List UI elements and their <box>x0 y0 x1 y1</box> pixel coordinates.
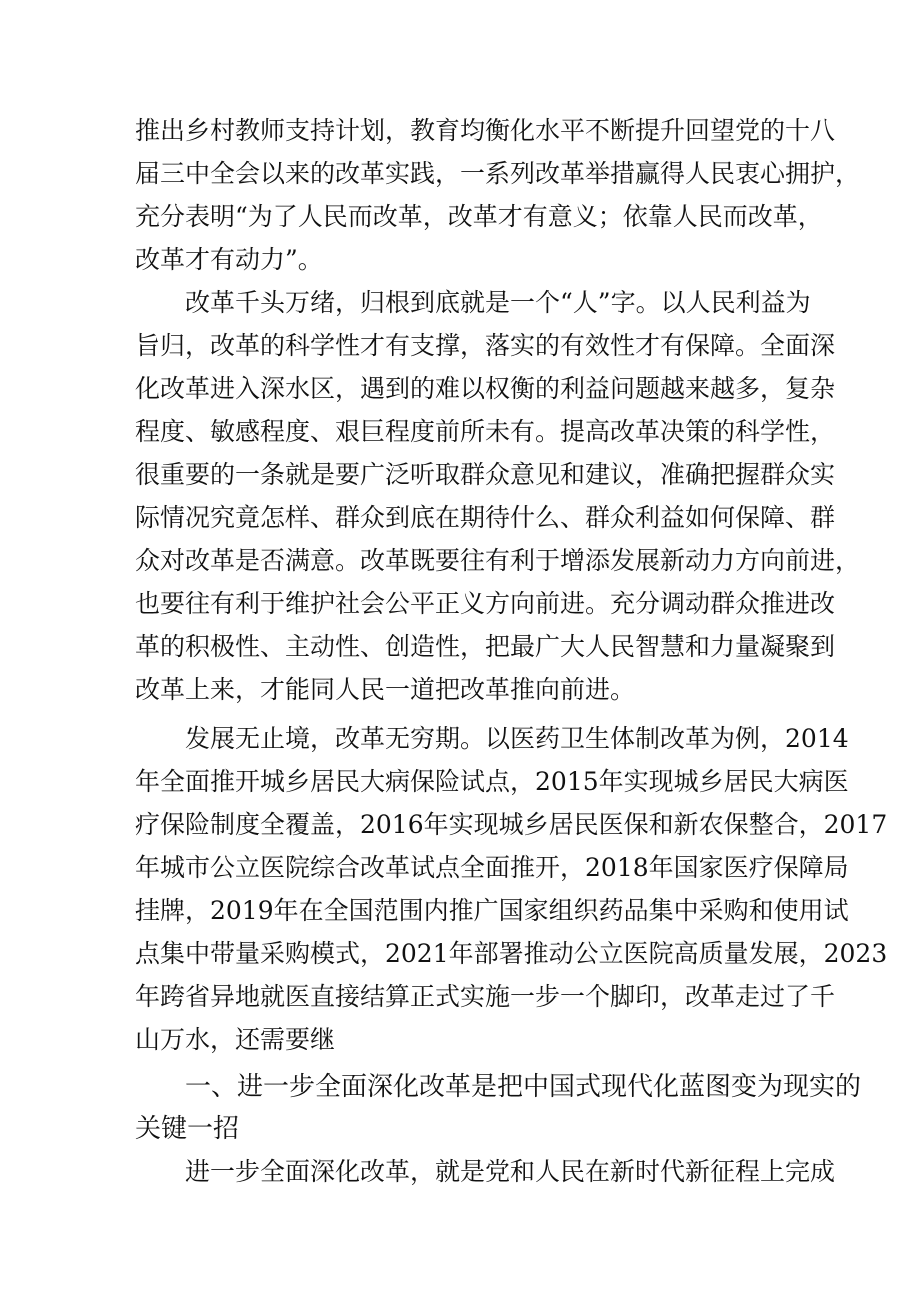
paragraph-line: 很重要的一条就是要广泛听取群众意见和建议，准确把握群众实 <box>135 460 836 489</box>
paragraph-line: 充分表明“为了人民而改革，改革才有意义；依靠人民而改革， <box>135 202 823 231</box>
paragraph-line: 点集中带量采购模式，2021年部署推动公立医院高质量发展，2023 <box>135 939 888 968</box>
paragraph-line: 推出乡村教师支持计划，教育均衡化水平不断提升回望党的十八 <box>135 116 836 145</box>
paragraph-line: 发展无止境，改革无穷期。以医药卫生体制改革为例，2014 <box>185 724 849 753</box>
paragraph-line: 化改革进入深水区，遇到的难以权衡的利益问题越来越多，复杂 <box>135 374 836 403</box>
paragraph-line: 也要往有利于维护社会公平正义方向前进。充分调动群众推进改 <box>135 589 836 618</box>
paragraph-line: 改革上来，才能同人民一道把改革推向前进。 <box>135 675 636 704</box>
paragraph-line: 众对改革是否满意。改革既要往有利于增添发展新动力方向前进， <box>135 546 861 575</box>
paragraph-line: 改革才有动力”。 <box>135 245 323 274</box>
paragraph-line: 年城市公立医院综合改革试点全面推开，2018年国家医疗保障局 <box>135 853 849 882</box>
paragraph-line: 进一步全面深化改革，就是党和人民在新时代新征程上完成 <box>185 1157 836 1186</box>
heading-line: 一、进一步全面深化改革是把中国式现代化蓝图变为现实的 <box>185 1072 862 1102</box>
paragraph-line: 挂牌，2019年在全国范围内推广国家组织药品集中采购和使用试 <box>135 896 849 925</box>
paragraph-line: 年全面推开城乡居民大病保险试点，2015年实现城乡居民大病医 <box>135 767 849 796</box>
paragraph-line: 程度、敏感程度、艰巨程度前所未有。提高改革决策的科学性， <box>135 417 836 446</box>
paragraph-line: 疗保险制度全覆盖，2016年实现城乡居民医保和新农保整合，2017 <box>135 810 888 839</box>
paragraph-line: 届三中全会以来的改革实践，一系列改革举措赢得人民衷心拥护， <box>135 159 861 188</box>
heading-line: 关键一招 <box>135 1114 240 1144</box>
paragraph-line: 革的积极性、主动性、创造性，把最广大人民智慧和力量凝聚到 <box>135 632 836 661</box>
paragraph-line: 山万水，还需要继 <box>135 1025 336 1054</box>
paragraph-line: 际情况究竟怎样、群众到底在期待什么、群众利益如何保障、群 <box>135 503 836 532</box>
paragraph-line: 年跨省异地就医直接结算正式实施一步一个脚印，改革走过了千 <box>135 982 836 1011</box>
paragraph-line: 旨归，改革的科学性才有支撑，落实的有效性才有保障。全面深 <box>135 331 836 360</box>
paragraph-line: 改革千头万绪，归根到底就是一个“人”字。以人民利益为 <box>185 288 811 317</box>
